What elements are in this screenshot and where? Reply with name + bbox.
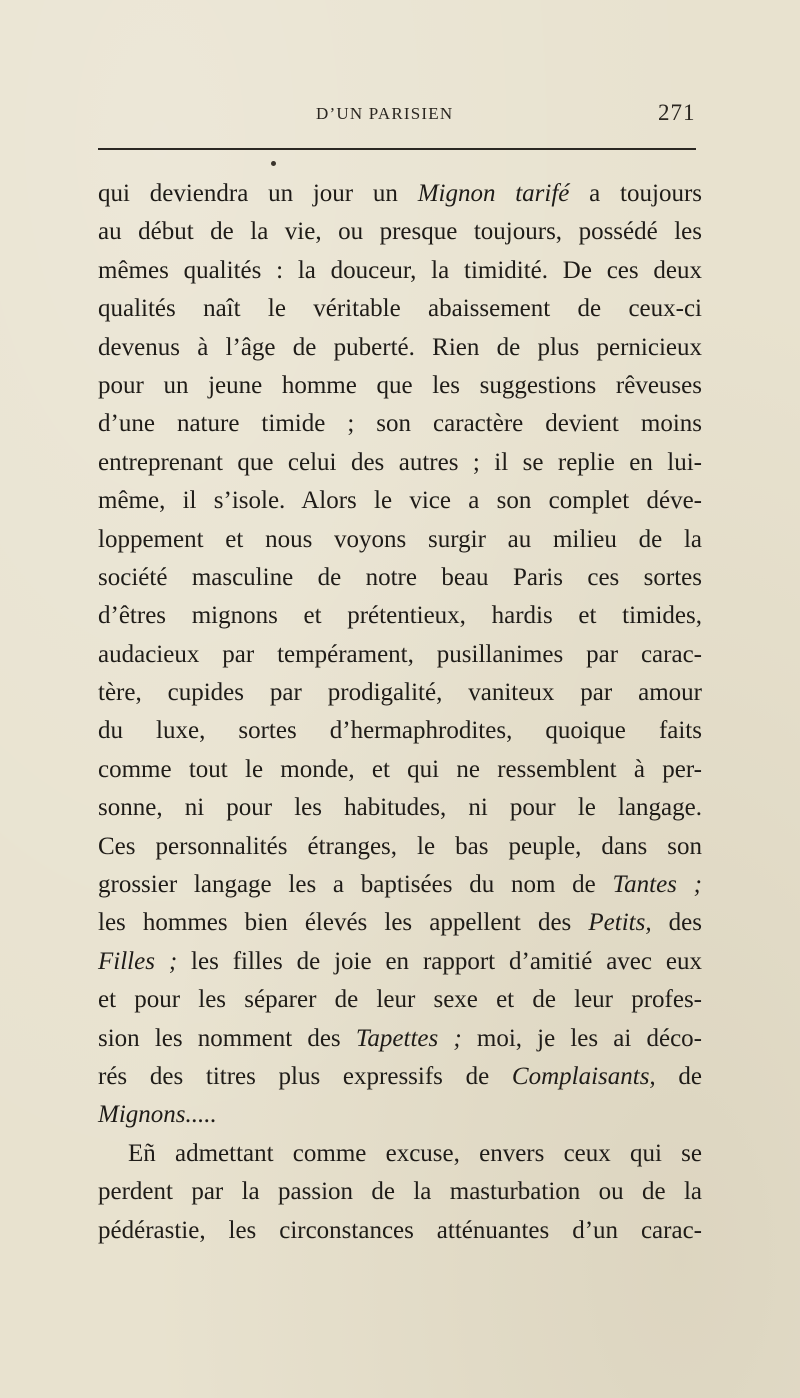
- text-line: d’une nature timide ; son caractère devient moins: [98, 410, 702, 438]
- page-number: 271: [658, 100, 696, 125]
- text-line: [98, 904, 702, 942]
- ink-speck: [271, 161, 276, 166]
- text-line: et pour les séparer de leur sexe et de leur profes-: [98, 986, 702, 1014]
- text-line: d’êtres mignons et prétentieux, hardis et timides,: [98, 602, 702, 630]
- text-line: sonne, ni pour les habitudes, ni pour le langage.: [98, 794, 702, 822]
- text-line: même, il s’isole. Alors le vice a son complet déve-: [98, 487, 702, 515]
- text-run: moi, je les ai déco-: [461, 1024, 702, 1052]
- text-line: comme tout le monde, et qui ne ressemblent à per-: [98, 755, 702, 783]
- text-line: devenus à l’âge de puberté. Rien de plus pernicieux: [98, 333, 702, 361]
- text-line: du luxe, sortes d’hermaphrodites, quoique faits: [98, 717, 702, 745]
- paragraph-start-line: Eñ admettant comme excuse, envers ceux qui se: [128, 1139, 702, 1167]
- text-run: qui deviendra un jour un: [98, 180, 418, 207]
- text-run: les hommes bien élevés les appellent des: [98, 909, 589, 937]
- text-line: au début de la vie, ou presque toujours, possédé les: [98, 218, 702, 246]
- text-line: pédérastie, les circonstances atténuantes d’un carac-: [98, 1216, 702, 1244]
- text-line: loppement et nous voyons surgir au milieu de la: [98, 525, 702, 553]
- italic-term: Complaisants,: [511, 1062, 656, 1090]
- text-run: grossier langage les a baptisées du nom de: [98, 871, 613, 899]
- text-line: [98, 866, 702, 904]
- text-line: Ces personnalités étranges, le bas peuple, dans son: [98, 832, 702, 860]
- italic-term: Petits,: [588, 909, 652, 937]
- running-head: D’UN PARISIEN: [316, 104, 454, 123]
- text-line: [98, 175, 702, 213]
- text-line: pour un jeune homme que les suggestions rêveuses: [98, 371, 702, 399]
- text-line: entreprenant que celui des autres ; il se replie en lui-: [98, 448, 702, 476]
- italic-term: Mignons.....: [98, 1101, 217, 1129]
- text-run: de: [655, 1062, 702, 1090]
- italic-term: Tapettes ;: [355, 1024, 462, 1052]
- body-text: [98, 175, 702, 1250]
- text-line: [98, 1096, 702, 1134]
- text-line: [98, 1058, 702, 1096]
- text-line: tère, cupides par prodigalité, vaniteux par amour: [98, 679, 702, 707]
- text-line: société masculine de notre beau Paris ces sortes: [98, 563, 702, 591]
- text-line: qualités naît le véritable abaissement de ceux-ci: [98, 295, 702, 323]
- italic-term: Filles ;: [98, 947, 178, 975]
- text-line: mêmes qualités : la douceur, la timidité. De ces deux: [98, 256, 702, 284]
- italic-term: Tantes ;: [612, 871, 702, 899]
- text-line: perdent par la passion de la masturbation ou de la: [98, 1178, 702, 1206]
- text-run: les filles de joie en rapport d’amitié avec eux: [177, 947, 702, 975]
- text-run: a toujours: [569, 180, 703, 207]
- text-line: audacieux par tempérament, pusillanimes par carac-: [98, 640, 702, 668]
- italic-term: Mignon tarifé: [417, 180, 570, 207]
- text-line: [98, 943, 702, 981]
- text-run: sion les nomment des: [98, 1024, 356, 1052]
- text-run: rés des titres plus expressifs de: [98, 1062, 512, 1090]
- text-run: des: [651, 909, 702, 937]
- text-line: [98, 1020, 702, 1058]
- header-rule: [98, 148, 696, 150]
